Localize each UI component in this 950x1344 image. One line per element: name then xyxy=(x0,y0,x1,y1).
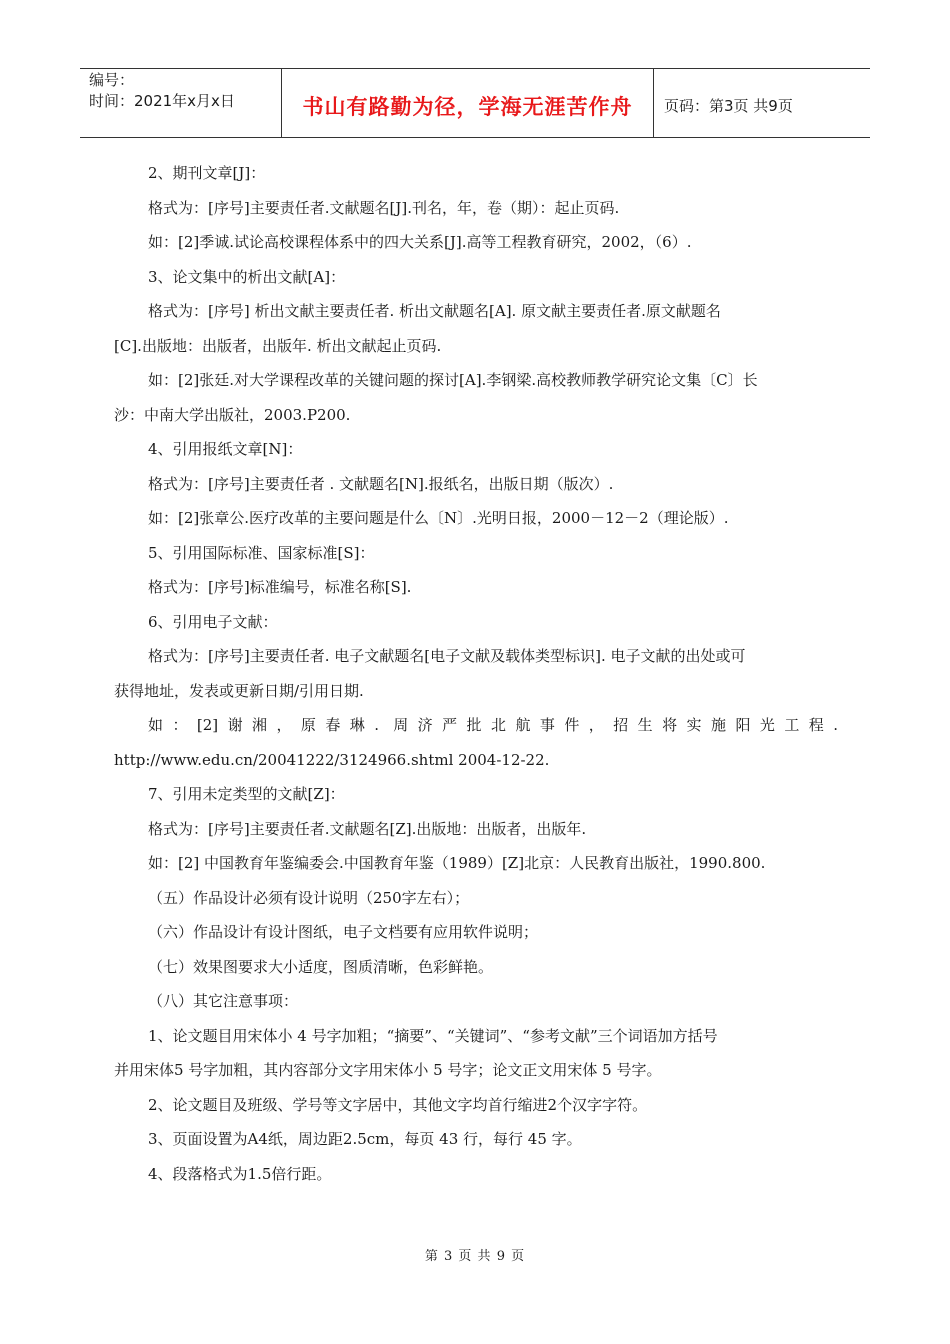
paragraph: 如：[2]季诚.试论高校课程体系中的四大关系[J].高等工程教育研究，2002，（6）. xyxy=(148,233,692,251)
header-meta xyxy=(80,69,282,137)
paragraph: 2、期刊文章[J]： xyxy=(148,164,266,182)
page-header xyxy=(80,68,870,138)
paragraph: 格式为：[序号]主要责任者 . 文献题名[N].报纸名，出版日期（版次）. xyxy=(148,474,614,493)
header-motto-cell xyxy=(282,69,654,137)
paragraph: （七）效果图要求大小适度，图质清晰，色彩鲜艳。 xyxy=(148,957,494,976)
document-number: 编号： xyxy=(89,71,135,89)
header-motto: 书山有路勤为径，学海无涯苦作舟 xyxy=(302,95,633,119)
document-body xyxy=(114,156,838,1191)
header-page-cell xyxy=(654,69,870,137)
paragraph: 3、页面设置为A4纸，周边距2.5cm，每页 43 行，每行 45 字。 xyxy=(148,1130,582,1148)
paragraph: （八）其它注意事项： xyxy=(148,992,299,1010)
paragraph: 格式为：[序号]主要责任者. 电子文献题名[电子文献及载体类型标识]. 电子文献的出处或可 xyxy=(148,647,746,665)
paragraph: 如：[2]谢湘，原春琳. 周济严批北航事件，招生将实施阳光工程. xyxy=(148,716,838,734)
paragraph: 4、段落格式为1.5倍行距。 xyxy=(148,1164,332,1183)
document-date: 时间：2021年x月x日 xyxy=(89,92,235,110)
paragraph-continuation: 获得地址，发表或更新日期/引用日期. xyxy=(114,681,364,700)
paragraph: 1、论文题目用宋体小 4 号字加粗；“摘要”、“关键词”、“参考文献”三个词语加方括号 xyxy=(148,1026,718,1045)
paragraph-continuation: 沙：中南大学出版社，2003.P200. xyxy=(114,405,351,424)
paragraph: 如：[2] 中国教育年鉴编委会.中国教育年鉴（1989）[Z]北京：人民教育出版社，1990.800. xyxy=(148,854,766,872)
paragraph: 如：[2]张章公.医疗改革的主要问题是什么〔N〕.光明日报，2000－12－2（理论版）. xyxy=(148,509,729,527)
page-footer: 第 3 页 共 9 页 xyxy=(424,1249,526,1264)
paragraph: 如：[2]张廷.对大学课程改革的关键问题的探讨[A].李钢梁.高校教师教学研究论文集〔C〕长 xyxy=(148,371,758,389)
paragraph: （五）作品设计必须有设计说明（250字左右）； xyxy=(148,888,470,907)
paragraph-continuation: [C].出版地：出版者，出版年. 析出文献起止页码. xyxy=(114,336,442,355)
paragraph: （六）作品设计有设计图纸，电子文档要有应用软件说明； xyxy=(148,923,539,941)
paragraph-continuation: 并用宋体5 号字加粗，其内容部分文字用宋体小 5 号字；论文正文用宋体 5 号字。 xyxy=(114,1061,662,1079)
paragraph: 格式为：[序号] 析出文献主要责任者. 析出文献题名[A]. 原文献主要责任者.原文献题名 xyxy=(148,302,721,320)
link-url: http://www.edu.cn/20041222/3124966.shtml 2004-12-22. xyxy=(114,750,550,769)
paragraph: 2、论文题目及班级、学号等文字居中，其他文字均首行缩进2个汉字字符。 xyxy=(148,1095,648,1114)
paragraph: 格式为：[序号]主要责任者.文献题名[Z].出版地：出版者，出版年. xyxy=(148,819,587,838)
paragraph: 5、引用国际标准、国家标准[S]： xyxy=(148,543,375,562)
paragraph: 3、论文集中的析出文献[A]： xyxy=(148,267,346,286)
paragraph: 4、引用报纸文章[N]： xyxy=(148,440,303,458)
paragraph: 7、引用未定类型的文献[Z]： xyxy=(148,785,345,803)
paragraph: 格式为：[序号]主要责任者.文献题名[J].刊名，年，卷（期）：起止页码. xyxy=(148,198,620,217)
paragraph: 6、引用电子文献： xyxy=(148,612,278,631)
paragraph: 格式为：[序号]标准编号，标准名称[S]. xyxy=(148,578,412,596)
header-page-number: 页码：第3页 共9页 xyxy=(664,96,793,115)
